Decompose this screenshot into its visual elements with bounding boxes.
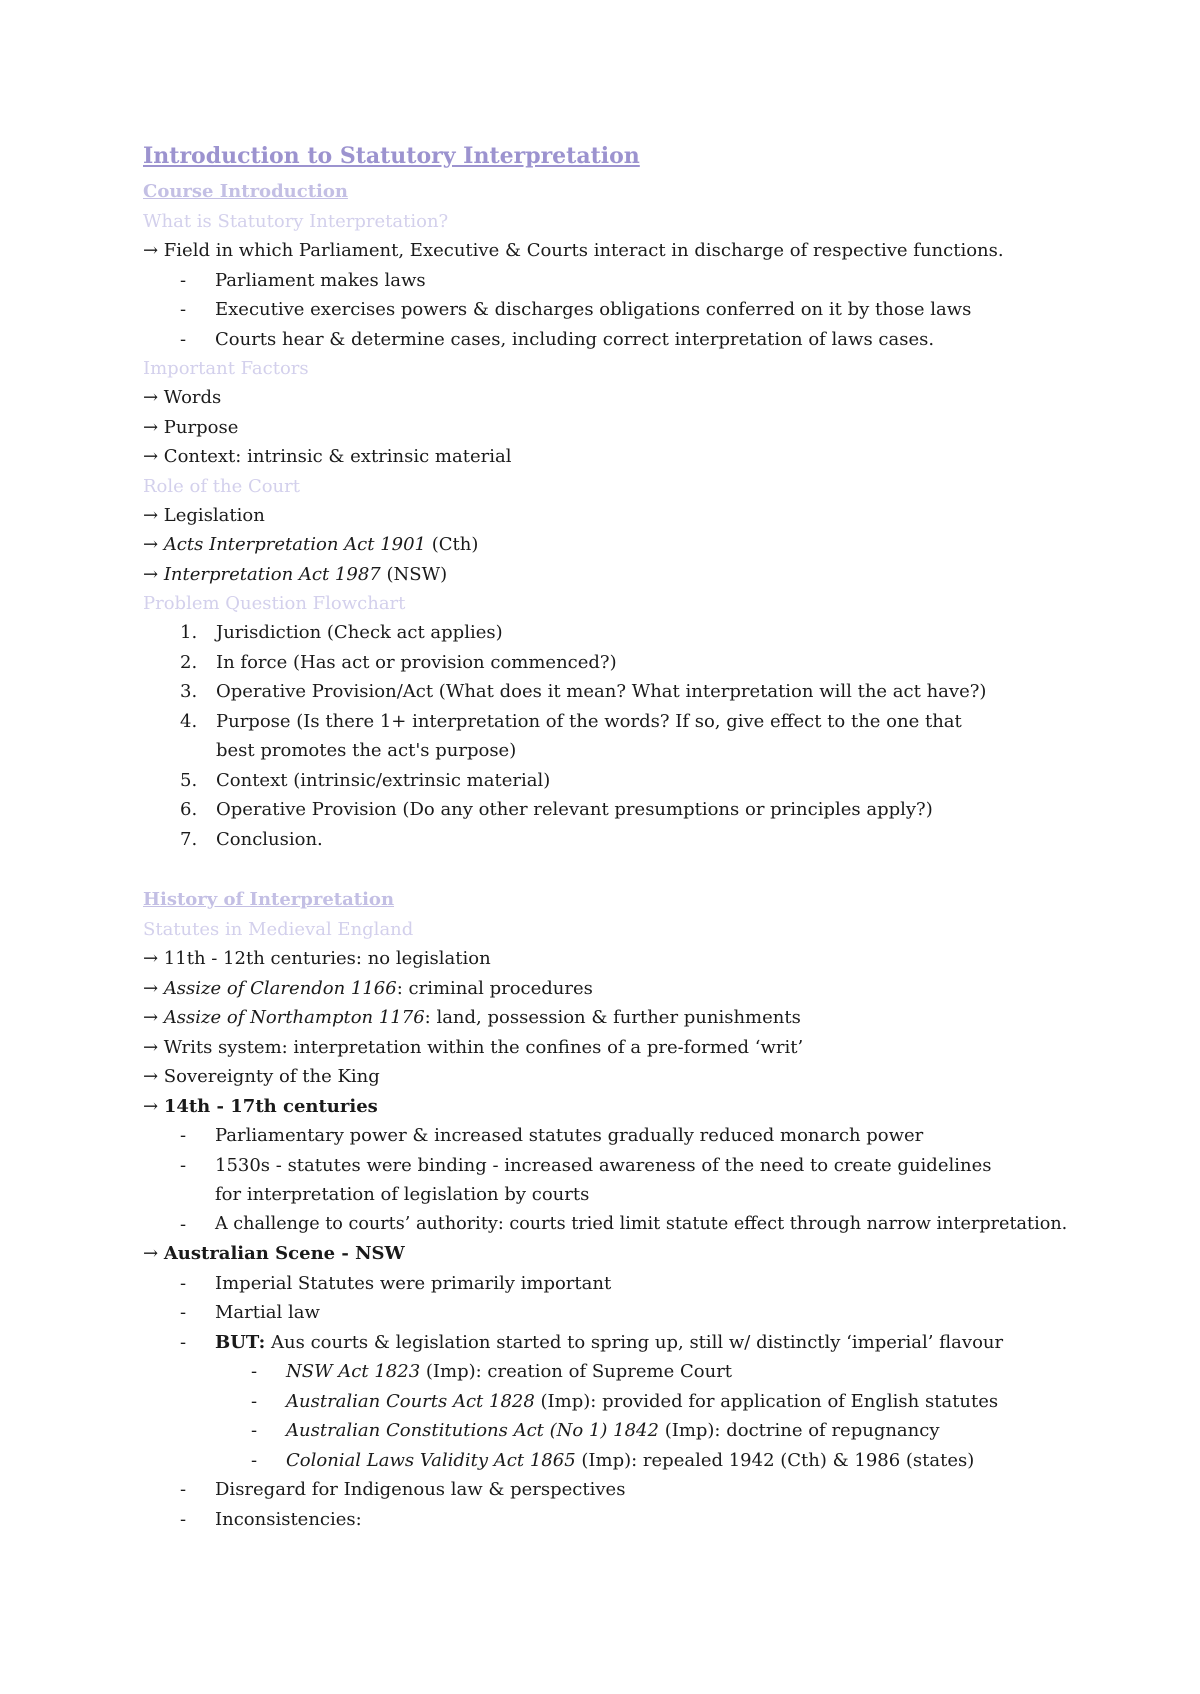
history-line: → 11th - 12th centuries: no legislation	[143, 948, 491, 969]
dash-marker: -	[180, 1302, 187, 1323]
dash-marker: -	[180, 1272, 187, 1294]
list-item: - Courts hear & determine cases, including correct interpretation of laws cases.	[143, 325, 1103, 355]
role-line: → Acts Interpretation Act 1901 (Cth)	[143, 534, 479, 555]
act-title: Assize of Northampton 1176	[163, 1007, 425, 1028]
role-line: → Interpretation Act 1987 (NSW)	[143, 563, 448, 585]
act-title: Assize of Clarendon 1166	[163, 977, 397, 999]
dash-marker: -	[180, 269, 187, 291]
dash-marker: -	[180, 1331, 187, 1353]
list-item: - Martial law	[143, 1298, 1103, 1328]
dash-marker: -	[180, 1508, 187, 1530]
act-title: Colonial Laws Validity Act 1865	[286, 1449, 576, 1471]
spacer	[143, 854, 1103, 884]
dash-marker: -	[180, 328, 187, 350]
dash-marker: -	[180, 1125, 187, 1146]
sub-list-item: - NSW Act 1823 (Imp): creation of Supreme Court	[143, 1357, 1103, 1387]
numbered-item: 2. In force (Has act or provision commenced?)	[180, 651, 617, 673]
act-title: NSW Act 1823	[286, 1361, 421, 1382]
list-item: - Parliament makes laws	[143, 266, 1103, 296]
numbered-item: 4. Purpose (Is there 1+ interpretation of the words? If so, give effect to the one that best promotes the act's purpose)	[180, 710, 962, 761]
sub-list-item: - Colonial Laws Validity Act 1865 (Imp): repealed 1942 (Cth) & 1986 (states)	[143, 1446, 1103, 1476]
dash-marker: -	[180, 1213, 187, 1235]
sub-list-item: - Australian Constitutions Act (No 1) 1842 (Imp): doctrine of repugnancy	[143, 1416, 1103, 1446]
dash-marker: -	[251, 1420, 258, 1441]
dash-marker: -	[180, 1479, 187, 1500]
factor-line: → Purpose	[143, 416, 239, 438]
dash-marker: -	[251, 1390, 258, 1412]
list-item: - BUT: Aus courts & legislation started to spring up, still w/ distinctly ‘imperial’ flavour	[143, 1328, 1103, 1358]
heading-course-introduction: Course Introduction	[143, 181, 348, 202]
list-item: - Disregard for Indigenous law & perspectives	[143, 1475, 1103, 1505]
list-item: - Imperial Statutes were primarily important	[143, 1269, 1103, 1299]
list-item: - A challenge to courts’ authority: courts tried limit statute effect through narrow interpretation.	[143, 1210, 1103, 1240]
factor-line: → Words	[143, 387, 222, 408]
history-line: → 14th - 17th centuries	[143, 1095, 378, 1117]
history-line: → Writs system: interpretation within the confines of a pre-formed ‘writ’	[143, 1036, 804, 1058]
heading-role-of-the-court: Role of the Court	[143, 475, 300, 497]
factor-line: → Context: intrinsic & extrinsic material	[143, 446, 512, 467]
role-line: → Legislation	[143, 504, 265, 526]
document-title: Introduction to Statutory Interpretation	[143, 143, 640, 169]
list-item: - 1530s - statutes were binding - increased awareness of the need to create guidelines for interpretation of legislation by courts	[143, 1151, 1103, 1210]
history-line: → Sovereignty of the King	[143, 1066, 380, 1087]
act-title: Australian Courts Act 1828	[286, 1390, 535, 1412]
numbered-item: 1. Jurisdiction (Check act applies)	[180, 622, 503, 643]
document-page	[143, 136, 1103, 1534]
history-line: → Assize of Northampton 1176: land, possession & further punishments	[143, 1007, 801, 1028]
dash-marker: -	[251, 1361, 258, 1382]
numbered-item: 5. Context (intrinsic/extrinsic material)	[180, 769, 551, 791]
numbered-item: 7. Conclusion.	[180, 828, 323, 850]
history-line: → Australian Scene - NSW	[143, 1243, 405, 1264]
history-line: → Assize of Clarendon 1166: criminal procedures	[143, 977, 593, 999]
numbered-item: 6. Operative Provision (Do any other relevant presumptions or principles apply?)	[180, 799, 933, 820]
heading-history-of-interpretation: History of Interpretation	[143, 889, 395, 910]
dash-marker: -	[180, 1154, 187, 1176]
list-item: - Inconsistencies:	[143, 1505, 1103, 1535]
numbered-item: 3. Operative Provision/Act (What does it mean? What interpretation will the act have?)	[180, 681, 987, 702]
paragraph-field: → Field in which Parliament, Executive & Courts interact in discharge of respective functions.	[143, 240, 1004, 261]
act-title: Australian Constitutions Act (No 1) 1842	[286, 1420, 659, 1441]
sub-list-item: - Australian Courts Act 1828 (Imp): provided for application of English statutes	[143, 1387, 1103, 1417]
heading-important-factors: Important Factors	[143, 358, 309, 379]
list-item: - Parliamentary power & increased statutes gradually reduced monarch power	[143, 1121, 1103, 1151]
heading-what-is-statutory-interpretation: What is Statutory Interpretation?	[143, 211, 449, 232]
act-title: Interpretation Act 1987	[163, 563, 381, 585]
heading-statutes-medieval-england: Statutes in Medieval England	[143, 919, 414, 940]
dash-marker: -	[180, 299, 187, 320]
list-item: - Executive exercises powers & discharges obligations conferred on it by those laws	[143, 295, 1103, 325]
heading-problem-question-flowchart: Problem Question Flowchart	[143, 593, 406, 614]
act-title: Acts Interpretation Act 1901	[163, 534, 427, 555]
dash-marker: -	[251, 1449, 258, 1471]
